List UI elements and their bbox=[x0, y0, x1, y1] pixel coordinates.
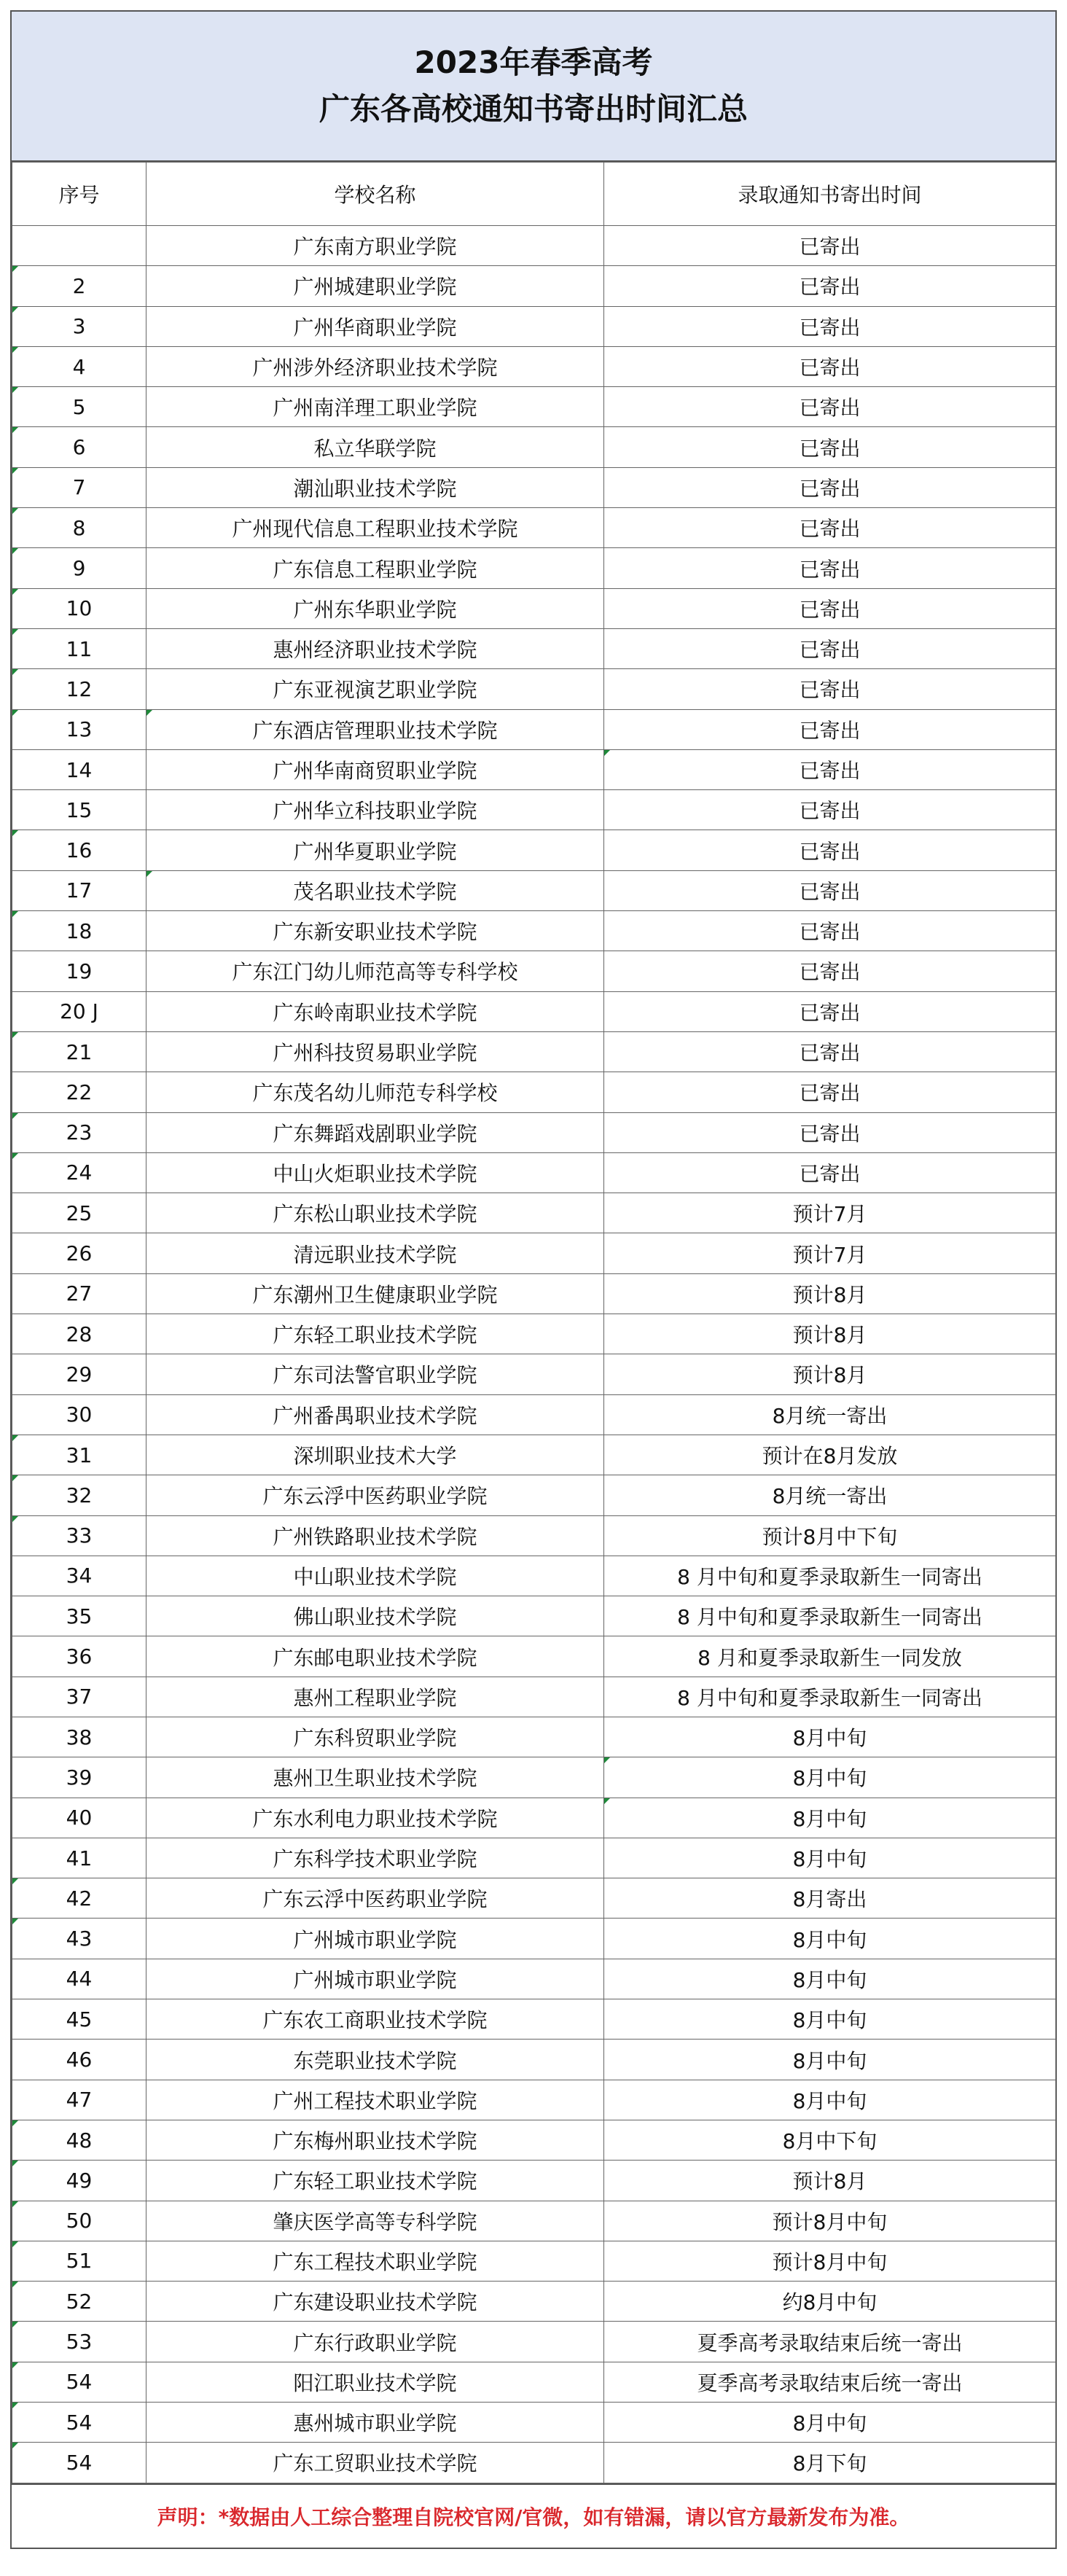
mail-time: 已寄出 bbox=[604, 346, 1056, 386]
table-row bbox=[12, 709, 1056, 749]
mail-time: 预计7月 bbox=[604, 1233, 1056, 1273]
mail-time: 8月寄出 bbox=[604, 1878, 1056, 1919]
mail-time: 8月中旬 bbox=[604, 2080, 1056, 2120]
table-body bbox=[12, 226, 1056, 2483]
row-number: 29 bbox=[12, 1354, 146, 1394]
school-name: 广州城市职业学院 bbox=[146, 1919, 604, 1959]
school-name: 佛山职业技术学院 bbox=[146, 1596, 604, 1636]
table-row bbox=[12, 1394, 1056, 1435]
table-row bbox=[12, 1757, 1056, 1798]
school-name: 广东梅州职业技术学院 bbox=[146, 2120, 604, 2160]
school-name: 广东轻工职业技术学院 bbox=[146, 2161, 604, 2201]
table-row bbox=[12, 2241, 1056, 2281]
school-name: 广东云浮中医药职业学院 bbox=[146, 1475, 604, 1515]
row-number: 12 bbox=[12, 669, 146, 709]
title-block bbox=[12, 12, 1055, 162]
row-number: 48 bbox=[12, 2120, 146, 2160]
row-number: 37 bbox=[12, 1677, 146, 1717]
school-name: 广州南洋理工职业学院 bbox=[146, 387, 604, 427]
school-name: 广东信息工程职业学院 bbox=[146, 548, 604, 588]
table-row bbox=[12, 1959, 1056, 1999]
row-number: 33 bbox=[12, 1515, 146, 1556]
row-number: 28 bbox=[12, 1314, 146, 1354]
table-row bbox=[12, 790, 1056, 830]
table-row bbox=[12, 1112, 1056, 1152]
school-name: 广东茂名幼儿师范专科学校 bbox=[146, 1072, 604, 1112]
mail-time: 已寄出 bbox=[604, 1072, 1056, 1112]
table-row bbox=[12, 427, 1056, 467]
row-number: 4 bbox=[12, 346, 146, 386]
school-name: 广州华商职业学院 bbox=[146, 306, 604, 346]
table-row bbox=[12, 1636, 1056, 1677]
row-number: 3 bbox=[12, 306, 146, 346]
school-name: 惠州经济职业技术学院 bbox=[146, 628, 604, 668]
row-number: 32 bbox=[12, 1475, 146, 1515]
mail-time: 已寄出 bbox=[604, 991, 1056, 1031]
mail-time: 已寄出 bbox=[604, 628, 1056, 668]
school-name: 潮汕职业技术学院 bbox=[146, 467, 604, 507]
school-name: 广东松山职业技术学院 bbox=[146, 1193, 604, 1233]
table-row bbox=[12, 1798, 1056, 1838]
mail-time: 8月中旬 bbox=[604, 1999, 1056, 2040]
row-number: 44 bbox=[12, 1959, 146, 1999]
table-row bbox=[12, 266, 1056, 306]
mail-time: 8月中旬 bbox=[604, 1919, 1056, 1959]
row-number: 5 bbox=[12, 387, 146, 427]
mail-time: 夏季高考录取结束后统一寄出 bbox=[604, 2362, 1056, 2402]
row-number: 49 bbox=[12, 2161, 146, 2201]
mail-time: 已寄出 bbox=[604, 951, 1056, 991]
row-number: 54 bbox=[12, 2443, 146, 2483]
school-name: 广东工程技术职业学院 bbox=[146, 2241, 604, 2281]
mail-time: 已寄出 bbox=[604, 830, 1056, 870]
table-row bbox=[12, 1193, 1056, 1233]
mail-time: 预计8月 bbox=[604, 1273, 1056, 1314]
mail-time: 8 月中旬和夏季录取新生一同寄出 bbox=[604, 1556, 1056, 1596]
school-name: 广东舞蹈戏剧职业学院 bbox=[146, 1112, 604, 1152]
mail-time: 已寄出 bbox=[604, 467, 1056, 507]
row-number: 13 bbox=[12, 709, 146, 749]
table-row bbox=[12, 1919, 1056, 1959]
mail-time: 预计7月 bbox=[604, 1193, 1056, 1233]
school-name: 广州华夏职业学院 bbox=[146, 830, 604, 870]
school-name: 广州涉外经济职业技术学院 bbox=[146, 346, 604, 386]
mail-time: 已寄出 bbox=[604, 1031, 1056, 1072]
mail-time: 8月中旬 bbox=[604, 2403, 1056, 2443]
table-row bbox=[12, 548, 1056, 588]
row-number: 9 bbox=[12, 548, 146, 588]
table-row bbox=[12, 1475, 1056, 1515]
table-row bbox=[12, 1273, 1056, 1314]
row-number: 14 bbox=[12, 749, 146, 789]
school-name: 广东行政职业学院 bbox=[146, 2322, 604, 2362]
row-number: 38 bbox=[12, 1717, 146, 1757]
header-mail-time: 录取通知书寄出时间 bbox=[604, 163, 1056, 226]
table-row bbox=[12, 226, 1056, 266]
table-row bbox=[12, 1999, 1056, 2040]
mail-time: 预计8月 bbox=[604, 1354, 1056, 1394]
table-row bbox=[12, 1031, 1056, 1072]
mail-time: 已寄出 bbox=[604, 266, 1056, 306]
table-row bbox=[12, 669, 1056, 709]
mail-time: 8月中旬 bbox=[604, 1838, 1056, 1878]
table-row bbox=[12, 870, 1056, 910]
row-number: 25 bbox=[12, 1193, 146, 1233]
row-number: 53 bbox=[12, 2322, 146, 2362]
mail-time: 已寄出 bbox=[604, 306, 1056, 346]
table-row bbox=[12, 830, 1056, 870]
row-number: 39 bbox=[12, 1757, 146, 1798]
school-name: 广东水利电力职业技术学院 bbox=[146, 1798, 604, 1838]
mail-time: 已寄出 bbox=[604, 387, 1056, 427]
table-row bbox=[12, 2201, 1056, 2241]
row-number: 7 bbox=[12, 467, 146, 507]
table-row bbox=[12, 1838, 1056, 1878]
table-row bbox=[12, 2080, 1056, 2120]
school-name: 广东新安职业技术学院 bbox=[146, 911, 604, 951]
school-name: 惠州工程职业学院 bbox=[146, 1677, 604, 1717]
table-row bbox=[12, 2362, 1056, 2402]
table-row bbox=[12, 467, 1056, 507]
row-number: 46 bbox=[12, 2040, 146, 2080]
school-name: 清远职业技术学院 bbox=[146, 1233, 604, 1273]
mail-time: 已寄出 bbox=[604, 508, 1056, 548]
row-number: 43 bbox=[12, 1919, 146, 1959]
mail-time: 预计8月中旬 bbox=[604, 2241, 1056, 2281]
title-line-2: 广东各高校通知书寄出时间汇总 bbox=[318, 91, 748, 127]
summary-sheet bbox=[10, 10, 1057, 2549]
mail-time: 已寄出 bbox=[604, 588, 1056, 628]
row-number: 6 bbox=[12, 427, 146, 467]
school-name: 广东司法警官职业学院 bbox=[146, 1354, 604, 1394]
row-number: 16 bbox=[12, 830, 146, 870]
row-number: 41 bbox=[12, 1838, 146, 1878]
table-row bbox=[12, 508, 1056, 548]
school-name: 中山职业技术学院 bbox=[146, 1556, 604, 1596]
mail-time: 已寄出 bbox=[604, 790, 1056, 830]
school-name: 广州东华职业学院 bbox=[146, 588, 604, 628]
mail-time: 已寄出 bbox=[604, 1112, 1056, 1152]
table-row bbox=[12, 2443, 1056, 2483]
table-row bbox=[12, 1878, 1056, 1919]
table-row bbox=[12, 387, 1056, 427]
school-name: 广东工贸职业技术学院 bbox=[146, 2443, 604, 2483]
row-number: 15 bbox=[12, 790, 146, 830]
mail-time: 已寄出 bbox=[604, 548, 1056, 588]
mail-time: 8 月中旬和夏季录取新生一同寄出 bbox=[604, 1677, 1056, 1717]
title-line-1: 2023年春季高考 bbox=[414, 44, 653, 80]
mail-time: 已寄出 bbox=[604, 1152, 1056, 1193]
table-row bbox=[12, 1515, 1056, 1556]
row-number: 2 bbox=[12, 266, 146, 306]
row-number: 52 bbox=[12, 2282, 146, 2322]
mail-time: 8月中旬 bbox=[604, 1959, 1056, 1999]
table-row bbox=[12, 2120, 1056, 2160]
school-name: 广州铁路职业技术学院 bbox=[146, 1515, 604, 1556]
school-name: 广州城市职业学院 bbox=[146, 1959, 604, 1999]
table-row bbox=[12, 911, 1056, 951]
row-number: 22 bbox=[12, 1072, 146, 1112]
mail-time: 已寄出 bbox=[604, 749, 1056, 789]
table-row bbox=[12, 306, 1056, 346]
mail-time: 约8月中旬 bbox=[604, 2282, 1056, 2322]
school-name: 广东潮州卫生健康职业学院 bbox=[146, 1273, 604, 1314]
school-name: 东莞职业技术学院 bbox=[146, 2040, 604, 2080]
row-number: 24 bbox=[12, 1152, 146, 1193]
table-row bbox=[12, 2161, 1056, 2201]
school-name: 广东建设职业技术学院 bbox=[146, 2282, 604, 2322]
school-name: 广东农工商职业技术学院 bbox=[146, 1999, 604, 2040]
school-name: 中山火炬职业技术学院 bbox=[146, 1152, 604, 1193]
table-row bbox=[12, 588, 1056, 628]
row-number: 42 bbox=[12, 1878, 146, 1919]
table-row bbox=[12, 1233, 1056, 1273]
table-row bbox=[12, 991, 1056, 1031]
table-row bbox=[12, 2322, 1056, 2362]
school-name: 广东酒店管理职业技术学院 bbox=[146, 709, 604, 749]
table-row bbox=[12, 1435, 1056, 1475]
school-name: 广东云浮中医药职业学院 bbox=[146, 1878, 604, 1919]
table-row bbox=[12, 1314, 1056, 1354]
header-number: 序号 bbox=[12, 163, 146, 226]
schedule-table bbox=[12, 162, 1056, 2483]
school-name: 阳江职业技术学院 bbox=[146, 2362, 604, 2402]
mail-time: 8月中旬 bbox=[604, 1757, 1056, 1798]
table-row bbox=[12, 2040, 1056, 2080]
school-name: 广州工程技术职业学院 bbox=[146, 2080, 604, 2120]
table-row bbox=[12, 1152, 1056, 1193]
row-number: 23 bbox=[12, 1112, 146, 1152]
table-row bbox=[12, 2282, 1056, 2322]
row-number: 27 bbox=[12, 1273, 146, 1314]
row-number: 40 bbox=[12, 1798, 146, 1838]
school-name: 广东江门幼儿师范高等专科学校 bbox=[146, 951, 604, 991]
mail-time: 8 月中旬和夏季录取新生一同寄出 bbox=[604, 1596, 1056, 1636]
school-name: 广东科贸职业学院 bbox=[146, 1717, 604, 1757]
row-number: 30 bbox=[12, 1394, 146, 1435]
header-school: 学校名称 bbox=[146, 163, 604, 226]
mail-time: 预计8月 bbox=[604, 2161, 1056, 2201]
disclaimer: 声明：*数据由人工综合整理自院校官网/官微，如有错漏，请以官方最新发布为准。 bbox=[12, 2483, 1055, 2548]
mail-time: 预计8月 bbox=[604, 1314, 1056, 1354]
row-number: 17 bbox=[12, 870, 146, 910]
table-row bbox=[12, 1677, 1056, 1717]
row-number: 36 bbox=[12, 1636, 146, 1677]
row-number: 34 bbox=[12, 1556, 146, 1596]
mail-time: 已寄出 bbox=[604, 427, 1056, 467]
school-name: 广州番禺职业技术学院 bbox=[146, 1394, 604, 1435]
row-number: 54 bbox=[12, 2362, 146, 2402]
table-row bbox=[12, 749, 1056, 789]
school-name: 广州城建职业学院 bbox=[146, 266, 604, 306]
table-row bbox=[12, 628, 1056, 668]
school-name: 茂名职业技术学院 bbox=[146, 870, 604, 910]
row-number: 19 bbox=[12, 951, 146, 991]
school-name: 私立华联学院 bbox=[146, 427, 604, 467]
row-number: 8 bbox=[12, 508, 146, 548]
row-number: 20 J bbox=[12, 991, 146, 1031]
table-row bbox=[12, 2403, 1056, 2443]
mail-time: 预计8月中旬 bbox=[604, 2201, 1056, 2241]
row-number bbox=[12, 226, 146, 266]
mail-time: 已寄出 bbox=[604, 870, 1056, 910]
school-name: 广州华立科技职业学院 bbox=[146, 790, 604, 830]
row-number: 54 bbox=[12, 2403, 146, 2443]
row-number: 26 bbox=[12, 1233, 146, 1273]
school-name: 广东亚视演艺职业学院 bbox=[146, 669, 604, 709]
school-name: 惠州卫生职业技术学院 bbox=[146, 1757, 604, 1798]
row-number: 51 bbox=[12, 2241, 146, 2281]
mail-time: 8月中下旬 bbox=[604, 2120, 1056, 2160]
mail-time: 夏季高考录取结束后统一寄出 bbox=[604, 2322, 1056, 2362]
school-name: 广州现代信息工程职业技术学院 bbox=[146, 508, 604, 548]
row-number: 35 bbox=[12, 1596, 146, 1636]
mail-time: 预计在8月发放 bbox=[604, 1435, 1056, 1475]
mail-time: 已寄出 bbox=[604, 226, 1056, 266]
school-name: 广州科技贸易职业学院 bbox=[146, 1031, 604, 1072]
mail-time: 已寄出 bbox=[604, 911, 1056, 951]
table-row bbox=[12, 1717, 1056, 1757]
school-name: 深圳职业技术大学 bbox=[146, 1435, 604, 1475]
school-name: 广东岭南职业技术学院 bbox=[146, 991, 604, 1031]
header-row bbox=[12, 163, 1056, 226]
school-name: 肇庆医学高等专科学院 bbox=[146, 2201, 604, 2241]
row-number: 45 bbox=[12, 1999, 146, 2040]
row-number: 50 bbox=[12, 2201, 146, 2241]
mail-time: 已寄出 bbox=[604, 669, 1056, 709]
row-number: 10 bbox=[12, 588, 146, 628]
table-row bbox=[12, 346, 1056, 386]
school-name: 广东邮电职业技术学院 bbox=[146, 1636, 604, 1677]
mail-time: 8月统一寄出 bbox=[604, 1394, 1056, 1435]
mail-time: 8月中旬 bbox=[604, 1717, 1056, 1757]
school-name: 惠州城市职业学院 bbox=[146, 2403, 604, 2443]
row-number: 21 bbox=[12, 1031, 146, 1072]
row-number: 31 bbox=[12, 1435, 146, 1475]
table-row bbox=[12, 1072, 1056, 1112]
school-name: 广州华南商贸职业学院 bbox=[146, 749, 604, 789]
school-name: 广东科学技术职业学院 bbox=[146, 1838, 604, 1878]
table-row bbox=[12, 1354, 1056, 1394]
school-name: 广东南方职业学院 bbox=[146, 226, 604, 266]
table-row bbox=[12, 1556, 1056, 1596]
mail-time: 已寄出 bbox=[604, 709, 1056, 749]
mail-time: 8月中旬 bbox=[604, 1798, 1056, 1838]
mail-time: 8月下旬 bbox=[604, 2443, 1056, 2483]
mail-time: 8月中旬 bbox=[604, 2040, 1056, 2080]
mail-time: 8月统一寄出 bbox=[604, 1475, 1056, 1515]
row-number: 47 bbox=[12, 2080, 146, 2120]
table-row bbox=[12, 1596, 1056, 1636]
school-name: 广东轻工职业技术学院 bbox=[146, 1314, 604, 1354]
table-row bbox=[12, 951, 1056, 991]
row-number: 11 bbox=[12, 628, 146, 668]
mail-time: 8 月和夏季录取新生一同发放 bbox=[604, 1636, 1056, 1677]
mail-time: 预计8月中下旬 bbox=[604, 1515, 1056, 1556]
row-number: 18 bbox=[12, 911, 146, 951]
